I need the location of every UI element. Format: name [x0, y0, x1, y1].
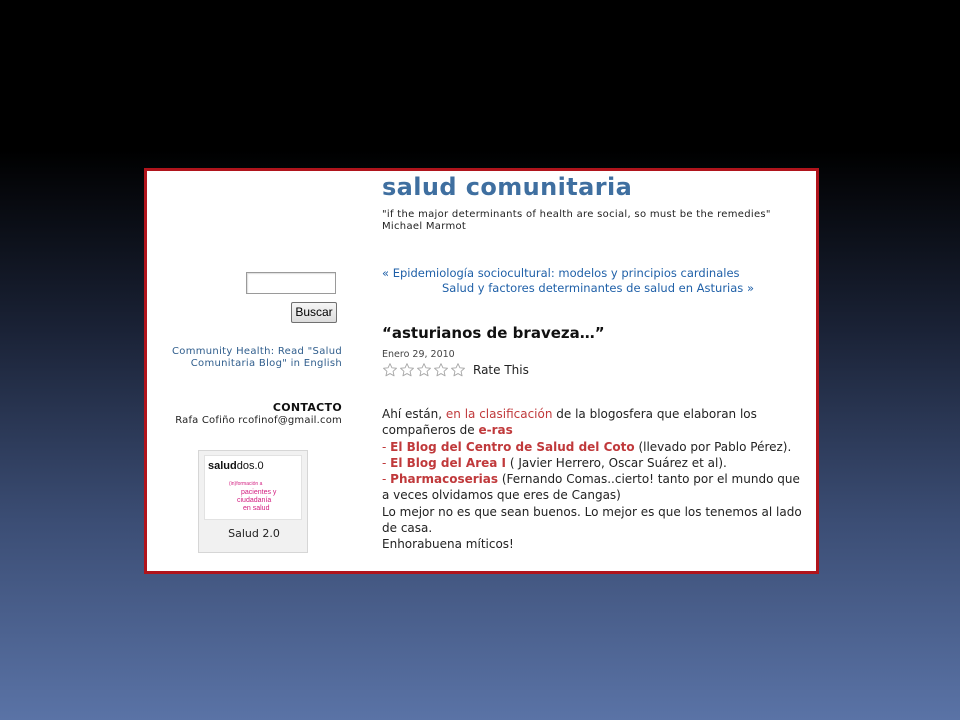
star-icon[interactable] [399, 362, 415, 378]
rating-stars [382, 362, 467, 378]
logo-part-salud: salud [208, 460, 237, 472]
rate-this-label[interactable]: Rate This [473, 363, 529, 377]
contact-email[interactable]: Rafa Cofiño rcofinof@gmail.com [175, 415, 342, 426]
e-ras-link[interactable]: e-ras [478, 423, 513, 438]
post-list-item [382, 439, 802, 455]
search-button[interactable]: Buscar [291, 302, 337, 323]
blog-tagline: "if the major determinants of health are social, so must be the remedies" Michael Marmot [382, 209, 771, 232]
post-date: Enero 29, 2010 [382, 349, 455, 360]
list-dash: - [382, 472, 391, 487]
community-health-link[interactable]: Community Health: Read "Salud Comunitaria Blog" in English [172, 346, 342, 369]
badge-line-3: en salud [243, 505, 270, 512]
badge-line-1: pacientes y [241, 489, 277, 496]
badge-line-2: ciudadanía [237, 497, 272, 504]
intro-text-a: Ahí están, [382, 407, 446, 421]
list-item-text: (llevado por Pablo Pérez). [634, 439, 792, 454]
post-list-item [382, 455, 802, 471]
salud-2-badge[interactable] [198, 450, 308, 553]
pharmacoserias-link[interactable]: Pharmacoserias [390, 472, 499, 487]
sidebar [147, 171, 343, 571]
blog-centro-salud-coto-link[interactable]: El Blog del Centro de Salud del Coto [390, 439, 635, 454]
blog-area-i-link[interactable]: El Blog del Area I [390, 455, 507, 470]
post-body [382, 406, 802, 553]
logo-part-dos: dos.0 [236, 460, 264, 472]
post-paragraph-intro [382, 406, 802, 439]
main-content [382, 171, 812, 571]
clasificacion-link[interactable]: en la clasificación [445, 407, 553, 421]
post-paragraph-signoff: Enhorabuena míticos! [382, 537, 514, 552]
intro-text-b: de la blogosfera que elaboran los compañeros de [382, 407, 757, 438]
blog-title[interactable]: salud comunitaria [382, 173, 633, 201]
saluddos-logo [208, 460, 264, 472]
badge-caption[interactable]: Salud 2.0 [228, 527, 280, 540]
list-dash: - [382, 439, 391, 454]
star-icon[interactable] [450, 362, 466, 378]
rating-widget [382, 361, 529, 379]
blog-screenshot-frame [144, 168, 819, 574]
search-input[interactable] [246, 272, 336, 294]
post-paragraph-closing: Lo mejor no es que sean buenos. Lo mejor es que los tenemos al lado de casa. [382, 504, 802, 536]
star-icon[interactable] [416, 362, 432, 378]
list-item-text: ( Javier Herrero, Oscar Suárez et al). [506, 455, 727, 470]
post-title[interactable]: “asturianos de braveza…” [382, 324, 605, 342]
next-post-link[interactable]: Salud y factores determinantes de salud en Asturias » [442, 281, 754, 295]
list-item-text: (Fernando Comas..cierto! tanto por el mundo que a veces olvidamos que eres de Cangas) [382, 472, 800, 503]
post-list-item [382, 471, 802, 504]
badge-subtitle: (in)formación a [229, 481, 263, 487]
star-icon[interactable] [382, 362, 398, 378]
contact-heading: CONTACTO [272, 401, 342, 414]
saluddos-logo-image[interactable] [204, 455, 302, 520]
star-icon[interactable] [433, 362, 449, 378]
list-dash: - [382, 455, 391, 470]
previous-post-link[interactable]: « Epidemiología sociocultural: modelos y principios cardinales [382, 266, 740, 280]
